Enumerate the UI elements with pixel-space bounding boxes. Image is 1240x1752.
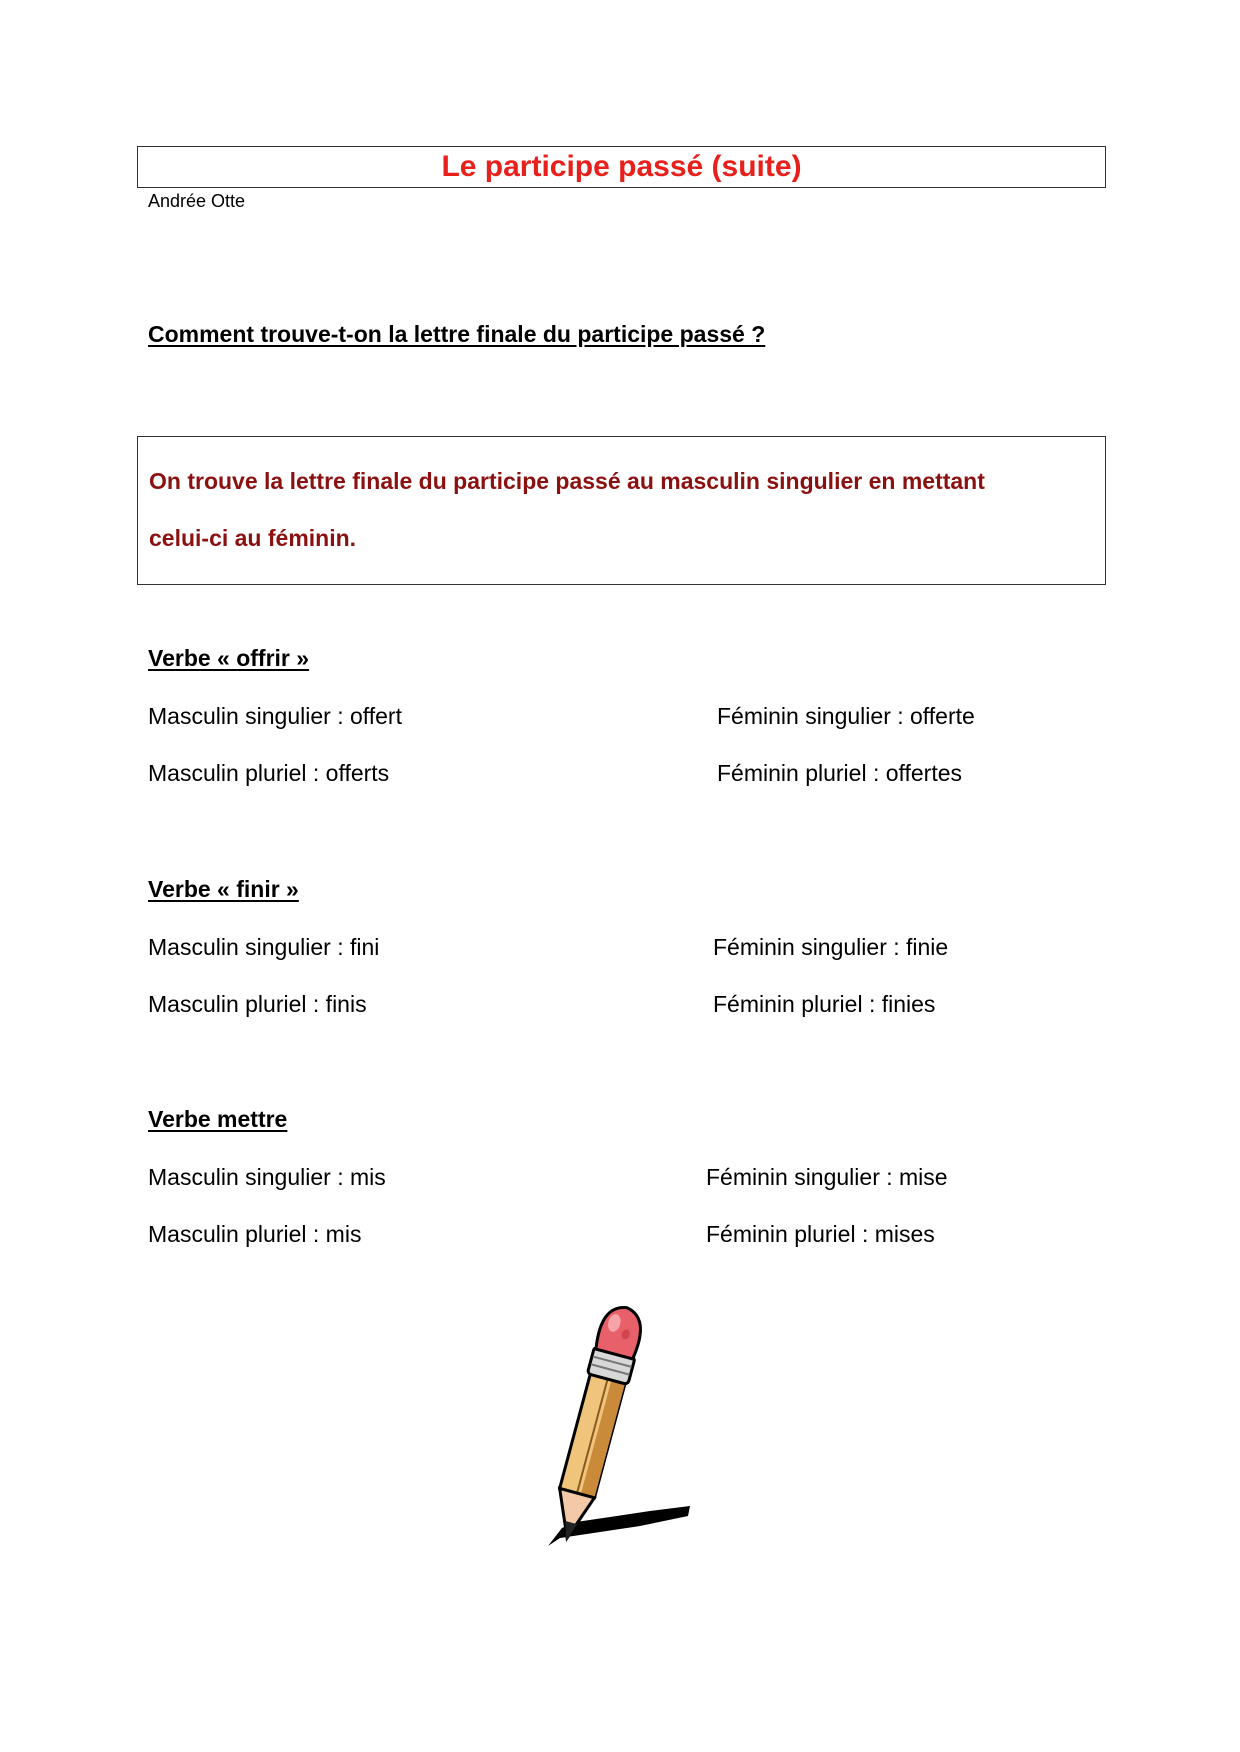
- title-box: [137, 146, 1106, 188]
- author-name: Andrée Otte: [148, 191, 246, 211]
- masc-sing-offrir: Masculin singulier : offert: [148, 703, 402, 729]
- fem-sing-mettre: Féminin singulier : mise: [706, 1164, 948, 1190]
- fem-sing-offrir: Féminin singulier : offerte: [717, 703, 975, 729]
- fem-plur-mettre: Féminin pluriel : mises: [706, 1221, 935, 1247]
- pencil-drawing-icon: [540, 1300, 700, 1555]
- fem-plur-offrir: Féminin pluriel : offertes: [717, 760, 963, 786]
- fem-plur-finir: Féminin pluriel : finies: [713, 991, 936, 1017]
- masc-plur-offrir: Masculin pluriel : offerts: [148, 760, 390, 786]
- verb-heading-finir: Verbe « finir »: [148, 876, 299, 902]
- masc-sing-finir: Masculin singulier : fini: [148, 934, 380, 960]
- section-question: Comment trouve-t-on la lettre finale du participe passé ?: [148, 321, 766, 347]
- fem-sing-finir: Féminin singulier : finie: [713, 934, 949, 960]
- verb-heading-offrir: Verbe « offrir »: [148, 645, 310, 671]
- page-title: Le participe passé (suite): [441, 150, 802, 183]
- rule-text-line-1: On trouve la lettre finale du participe passé au masculin singulier en mettant: [149, 468, 985, 494]
- verb-heading-mettre: Verbe mettre: [148, 1106, 288, 1132]
- masc-sing-mettre: Masculin singulier : mis: [148, 1164, 386, 1190]
- masc-plur-finir: Masculin pluriel : finis: [148, 991, 367, 1017]
- masc-plur-mettre: Masculin pluriel : mis: [148, 1221, 362, 1247]
- rule-box: [137, 436, 1106, 585]
- rule-text-line-2: celui-ci au féminin.: [149, 525, 357, 551]
